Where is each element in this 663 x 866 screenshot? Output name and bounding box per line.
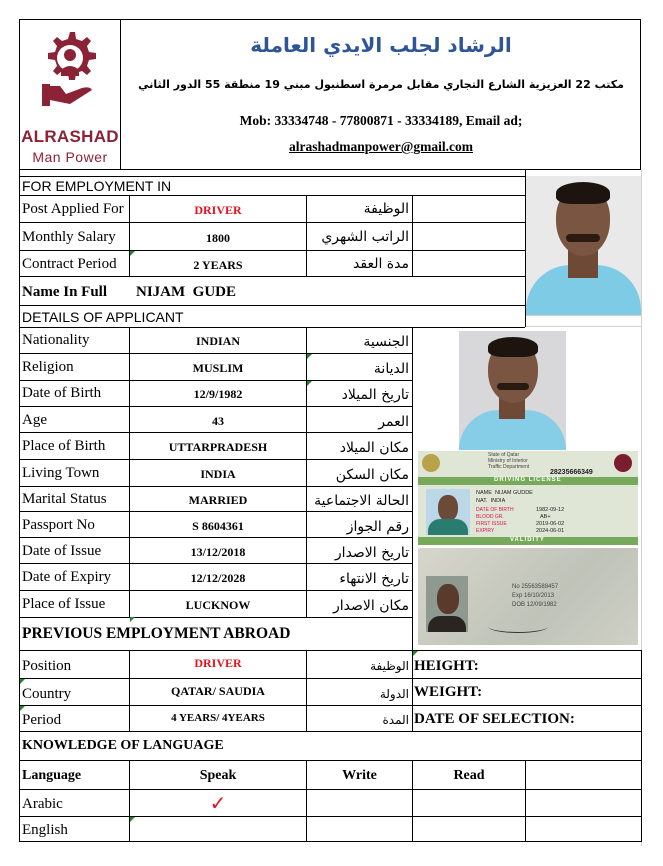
age-value: 43 [212, 414, 224, 428]
section-applicant-title: DETAILS OF APPLICANT [22, 309, 184, 325]
company-logo-icon [34, 28, 106, 120]
language-row-english: English [22, 822, 68, 838]
cell-marker-icon [130, 617, 135, 622]
height-label: HEIGHT: [414, 658, 479, 674]
license-blood-value: AB+ [540, 514, 551, 520]
contract-period-value: 2 YEARS [193, 258, 243, 272]
cell-marker-icon [307, 381, 312, 386]
name-in-full-value: NIJAM GUDE [136, 284, 236, 300]
monthly-salary-label: Monthly Salary [22, 229, 116, 245]
nationality-arabic: الجنسية [363, 334, 409, 350]
cell-marker-icon [130, 817, 135, 822]
applicant-photo-small [459, 331, 566, 450]
monthly-salary-arabic: الراتب الشهري [321, 229, 409, 245]
company-email-link[interactable]: alrashadmanpower@gmail.com [289, 139, 473, 154]
monthly-salary-value: 1800 [206, 231, 230, 245]
post-applied-label: Post Applied For [22, 201, 124, 217]
religion-label: Religion [22, 359, 74, 375]
place-of-birth-label: Place of Birth [22, 438, 106, 454]
driving-license-image [418, 451, 638, 545]
date-of-selection-label: DATE OF SELECTION: [414, 711, 575, 727]
cell-marker-icon [130, 251, 135, 256]
license-number-text: 28235666349 [550, 469, 593, 476]
nationality-label: Nationality [22, 332, 90, 348]
section-employment-title: FOR EMPLOYMENT IN [22, 178, 172, 194]
license-dob-value: 1982-09-12 [536, 507, 565, 513]
marital-status-arabic: الحالة الاجتماعية [314, 493, 409, 509]
date-of-issue-value: 13/12/2018 [190, 545, 246, 559]
place-of-issue-arabic: مكان الاصدار [333, 598, 409, 614]
license-band-text: DRIVING LICENSE [494, 477, 562, 483]
religion-value: MUSLIM [192, 361, 244, 375]
place-of-birth-value: UTTARPRADESH [168, 440, 268, 454]
post-applied-value: DRIVER [194, 203, 242, 217]
language-header-speak: Speak [199, 768, 237, 783]
position-label: Position [22, 658, 72, 674]
date-of-issue-arabic: تاريخ الاصدار [334, 545, 409, 561]
place-of-birth-arabic: مكان الميلاد [339, 440, 409, 456]
position-value: DRIVER [194, 656, 242, 670]
place-of-issue-value: LUCKNOW [185, 598, 251, 612]
date-of-expiry-label: Date of Expiry [22, 569, 112, 585]
license-first-issue-label: FIRST ISSUE [476, 521, 507, 527]
contract-period-label: Contract Period [22, 256, 117, 272]
weight-label: WEIGHT: [414, 684, 483, 700]
language-header-write: Write [342, 768, 377, 783]
age-label: Age [22, 412, 47, 428]
country-arabic: الدولة [379, 687, 409, 701]
license-expiry-label: EXPIRY [476, 528, 495, 534]
name-in-full-label: Name In Full [22, 284, 108, 300]
passport-no-arabic: رقم الجواز [346, 519, 409, 535]
language-row-arabic: Arabic [22, 796, 63, 812]
company-title-arabic: الرشاد لجلب الايدي العاملة [250, 33, 512, 57]
license-first-issue-value: 2019-06-02 [536, 521, 565, 527]
date-of-birth-arabic: تاريخ الميلاد [341, 387, 409, 403]
position-arabic: الوظيفة [370, 659, 409, 673]
cell-marker-icon [20, 706, 25, 711]
date-of-expiry-arabic: تاريخ الانتهاء [339, 571, 409, 587]
religion-arabic: الديانة [373, 361, 409, 377]
license-blood-label: BLOOD GR. [476, 514, 504, 520]
language-header-language: Language [22, 768, 82, 783]
place-of-issue-label: Place of Issue [22, 596, 106, 612]
company-address-arabic: مكتب 22 العزيزية الشارع التجاري مقابل مرمرة اسطنبول مبني 19 منطقة 55 الدور الثاني [138, 78, 624, 91]
cell-marker-icon [20, 679, 25, 684]
marital-status-label: Marital Status [22, 491, 107, 507]
id-card-dob: DOB 12/09/1982 [512, 602, 557, 608]
age-arabic: العمر [378, 414, 409, 430]
passport-no-label: Passport No [22, 517, 95, 533]
id-card-exp: Exp 16/10/2013 [512, 593, 555, 599]
period-value: 4 YEARS/ 4YEARS [171, 712, 265, 724]
date-of-issue-label: Date of Issue [22, 543, 102, 559]
license-dept-text: Traffic Department [488, 464, 530, 470]
id-card-no: No 25563588457 [512, 584, 559, 590]
language-header-read: Read [453, 768, 485, 783]
section-previous-title: PREVIOUS EMPLOYMENT ABROAD [22, 625, 291, 642]
company-contact: Mob: 33334748 - 77800871 - 33334189, Email ad; [239, 113, 523, 128]
logo-sub-text: Man Power [32, 149, 108, 165]
cell-marker-icon [307, 354, 312, 359]
date-of-birth-value: 12/9/1982 [193, 387, 243, 401]
cell-marker-icon [413, 651, 418, 656]
license-expiry-value: 2024-06-01 [536, 528, 565, 534]
passport-no-value: S 8604361 [192, 519, 244, 533]
country-label: Country [22, 686, 72, 702]
license-ministry-text: Ministry of Interior [488, 458, 528, 464]
nationality-value: INDIAN [195, 334, 240, 348]
section-language-title: KNOWLEDGE OF LANGUAGE [22, 738, 224, 753]
date-of-expiry-value: 12/12/2028 [190, 571, 246, 585]
applicant-photo-large [526, 176, 641, 315]
license-dob-label: DATE OF BIRTH [476, 507, 514, 513]
contract-period-arabic: مدة العقد [353, 256, 409, 272]
logo-brand-text: ALRASHAD [21, 127, 119, 146]
country-value: QATAR/ SAUDIA [171, 684, 265, 698]
period-arabic: المدة [382, 713, 409, 727]
license-nat-line: NAT. INDIA [476, 498, 506, 504]
date-of-birth-label: Date of Birth [22, 385, 102, 401]
living-town-arabic: مكان السكن [335, 467, 409, 483]
license-name-line: NAME NIJAM GUDDE [476, 490, 533, 496]
post-applied-arabic: الوظيفة [363, 201, 409, 217]
arabic-speak-check-icon: ✓ [209, 791, 227, 815]
license-state-text: State of Qatar [488, 452, 520, 458]
id-card-image [418, 548, 638, 645]
living-town-value: INDIA [200, 467, 236, 481]
license-validity-text: VALIDITY [510, 537, 545, 543]
period-label: Period [22, 712, 62, 728]
marital-status-value: MARRIED [188, 493, 248, 507]
living-town-label: Living Town [22, 465, 100, 481]
